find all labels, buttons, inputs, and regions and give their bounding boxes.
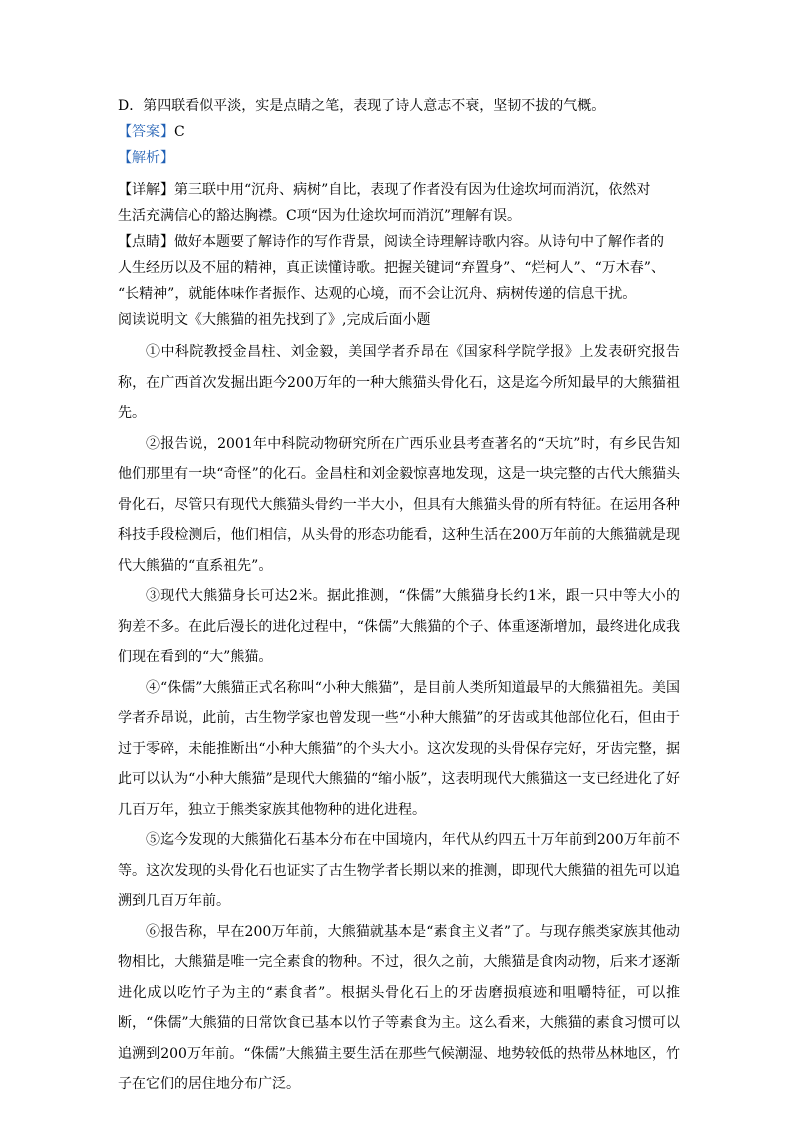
detail-tag: 【详解】	[118, 182, 174, 198]
reading-intro: 阅读说明文《大熊猫的祖先找到了》,完成后面小题	[118, 312, 431, 328]
tip-text-1: 做好本题要了解诗作的写作背景，阅读全诗理解诗歌内容。从诗句中了解作者的	[174, 234, 664, 250]
answer-line	[118, 122, 678, 142]
paragraph-3: ③现代大熊猫身长可达2米。据此推测，“侏儒”大熊猫身长约1米，跟一只中等大小的狗差不多。在此后漫长的进化过程中，“侏儒”大熊猫的个子、体重逐渐增加，最终进化成我们现在看到的“大”熊猫。	[118, 588, 680, 665]
tip-tag: 【点睛】	[118, 234, 174, 250]
detail-line-2: 生活充满信心的豁达胸襟。C项“因为仕途坎坷而消沉”理解有误。	[118, 208, 522, 224]
tip-line-3: “长精神”，就能体味作者振作、达观的心境，而不会让沉舟、病树传递的信息干扰。	[118, 286, 637, 302]
analysis-tag: 【解析】	[118, 150, 174, 166]
tip-line-1	[118, 232, 678, 252]
article-body	[118, 337, 680, 1100]
tip-line-2: 人生经历以及不屈的精神，真正读懂诗歌。把握关键词“弃置身”、“烂柯人”、“万木春”、	[118, 260, 665, 276]
paragraph-2: ②报告说，2001年中科院动物研究所在广西乐业县考查著名的“天坑”时，有乡民告知他们那里有一块“奇怪”的化石。金昌柱和刘金毅惊喜地发现，这是一块完整的古代大熊猫头骨化石，尽管只有现代大熊猫头骨约一半大小，但具有大熊猫头骨的所有特征。在运用各种科技手段检测后，他们相信，从头骨的形态功能看，这种生活在200万年前的大熊猫就是现代大熊猫的“直系祖先”。	[118, 435, 680, 574]
answer-tag: 【答案】	[118, 124, 174, 140]
paragraph-5: ⑤迄今发现的大熊猫化石基本分布在中国境内，年代从约四五十万年前到200万年前不等。这次发现的头骨化石也证实了古生物学者长期以来的推测，即现代大熊猫的祖先可以追溯到几百万年前。	[118, 832, 680, 909]
paragraph-1: ①中科院教授金昌柱、刘金毅，美国学者乔昂在《国家科学院学报》上发表研究报告称，在广西首次发掘出距今200万年的一种大熊猫头骨化石，这是迄今所知最早的大熊猫祖先。	[118, 344, 680, 421]
detail-text-1: 第三联中用“沉舟、病树”自比，表现了作者没有因为仕途坎坷而消沉，依然对	[174, 182, 651, 198]
paragraph-6: ⑥报告称，早在200万年前，大熊猫就基本是“素食主义者”了。与现存熊类家族其他动物相比，大熊猫是唯一完全素食的物种。不过，很久之前，大熊猫是食肉动物，后来才逐渐进化成以吃竹子为主的“素食者”。根据头骨化石上的牙齿磨损痕迹和咀嚼特征，可以推断，“侏儒”大熊猫的日常饮食已基本以竹子等素食为主。这么看来，大熊猫的素食习惯可以追溯到200万年前。“侏儒”大熊猫主要生活在那些气候潮湿、地势较低的热带丛林地区，竹子在它们的居住地分布广泛。	[118, 923, 680, 1092]
detail-line-1	[118, 180, 678, 200]
answer-value: C	[174, 124, 185, 140]
option-d: D．第四联看似平淡，实是点睛之笔，表现了诗人意志不衰，坚韧不拔的气概。	[118, 98, 606, 114]
paragraph-4: ④“侏儒”大熊猫正式名称叫“小种大熊猫”，是目前人类所知道最早的大熊猫祖先。美国学者乔昂说，此前，古生物学家也曾发现一些“小种大熊猫”的牙齿或其他部位化石，但由于过于零碎，未能推断出“小种大熊猫”的个头大小。这次发现的头骨保存完好，牙齿完整，据此可以认为“小种大熊猫”是现代大熊猫的“缩小版”，这表明现代大熊猫这一支已经进化了好几百万年，独立于熊类家族其他物种的进化进程。	[118, 679, 680, 818]
